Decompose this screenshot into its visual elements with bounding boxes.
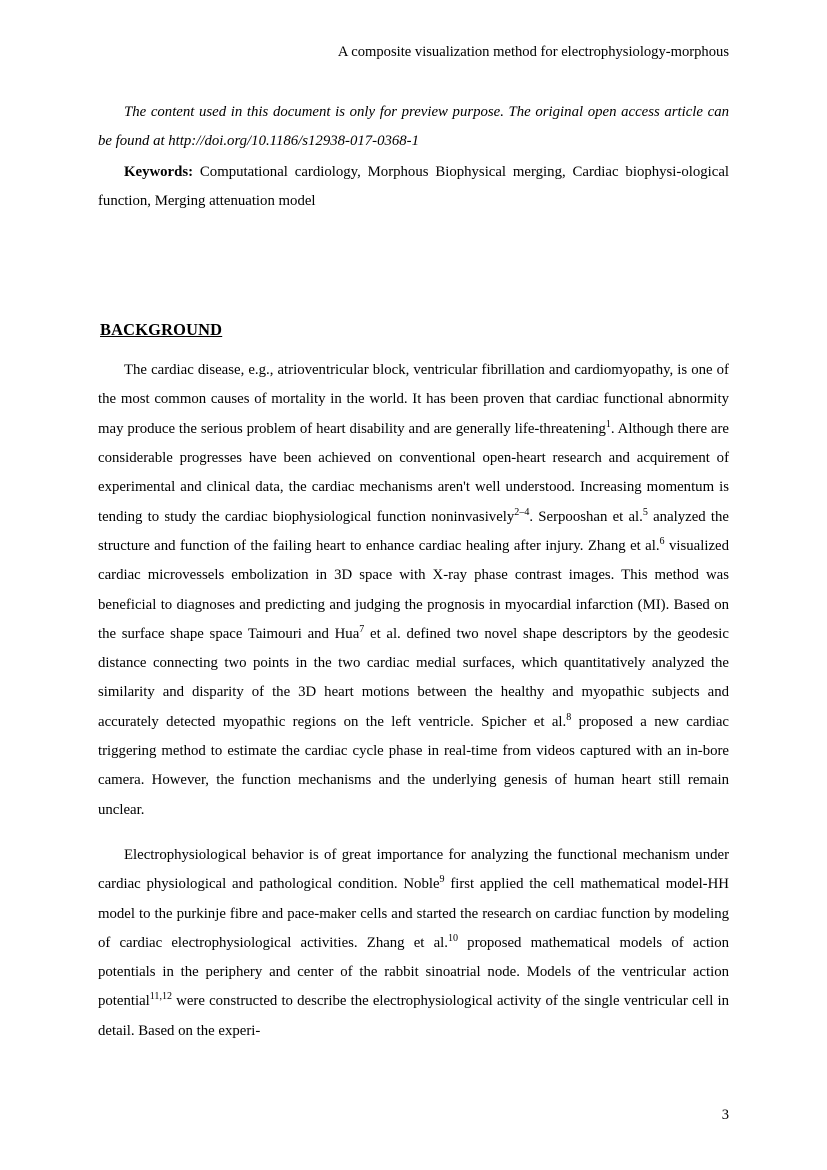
section-heading-background: BACKGROUND [100, 320, 223, 340]
keywords-text: Computational cardiology, Morphous Biophysical merging, Cardiac biophysi-ological function, Merging attenuation model [98, 163, 729, 209]
page-content [98, 98, 729, 1046]
page-number: 3 [721, 1107, 729, 1123]
paragraph-2: Electrophysiological behavior is of great importance for analyzing the functional mechanism under cardiac physiological and pathological condition. Noble$^9$ first applied the cell mathematical model-HH model to the purkinje fibre and pace-maker cells and started the research on cardiac function by modeling of cardiac electrophysiological activities. Zhang et al.$^{10}$ proposed mathematical models of action potentials in the periphery and center of the rabbit sinoatrial node. Models of the ventricular action potential$^{11,12}$ were constructed to describe the electrophysiological activity of the single ventricular cell in detail. Based on the experi- [98, 846, 729, 1039]
keywords-label: Keywords: [124, 163, 194, 180]
preview-notice: The content used in this document is only for preview purpose. The original open access article can be found at http://doi.org/10.1186/s12938-017-0368-1 [98, 104, 729, 150]
paragraph-1: The cardiac disease, e.g., atrioventricular block, ventricular fibrillation and cardiomyopathy, is one of the most common causes of mortality in the world. It has been proven that cardiac functional abnormity may produce the serious problem of heart disability and are generally life-threatening$^1$. Although there are considerable progresses have been achieved on conventional open-heart research and acquirement of experimental and clinical data, the cardiac mechanisms aren't well understood. Increasing momentum is tending to study the cardiac biophysiological function noninvasively$^{2-4}$. Serpooshan et al.$^5$ analyzed the structure and function of the failing heart to enhance cardiac healing after injury. Zhang et al.$^6$ visualized cardiac microvessels embolization in 3D space with X-ray phase contrast images. This method was beneficial to diagnoses and predicting and judging the prognosis in myocardial infarction (MI). Based on the surface shape space Taimouri and Hua$^7$ et al. defined two novel shape descriptors by the geodesic distance connecting two points in the two cardiac medial surfaces, which quantitatively analyzed the similarity and disparity of the 3D heart motions between the healthy and myopathic subjects and accurately detected myopathic regions on the left ventricle. Spicher et al.$^8$ proposed a new cardiac triggering method to estimate the cardiac cycle phase in real-time from videos captured with an in-bore camera. However, the function mechanisms and the underlying genesis of human heart still remain unclear. [98, 362, 729, 818]
running-head: A composite visualization method for electrophysiology-morphous [337, 44, 729, 60]
keywords-line [98, 158, 729, 217]
